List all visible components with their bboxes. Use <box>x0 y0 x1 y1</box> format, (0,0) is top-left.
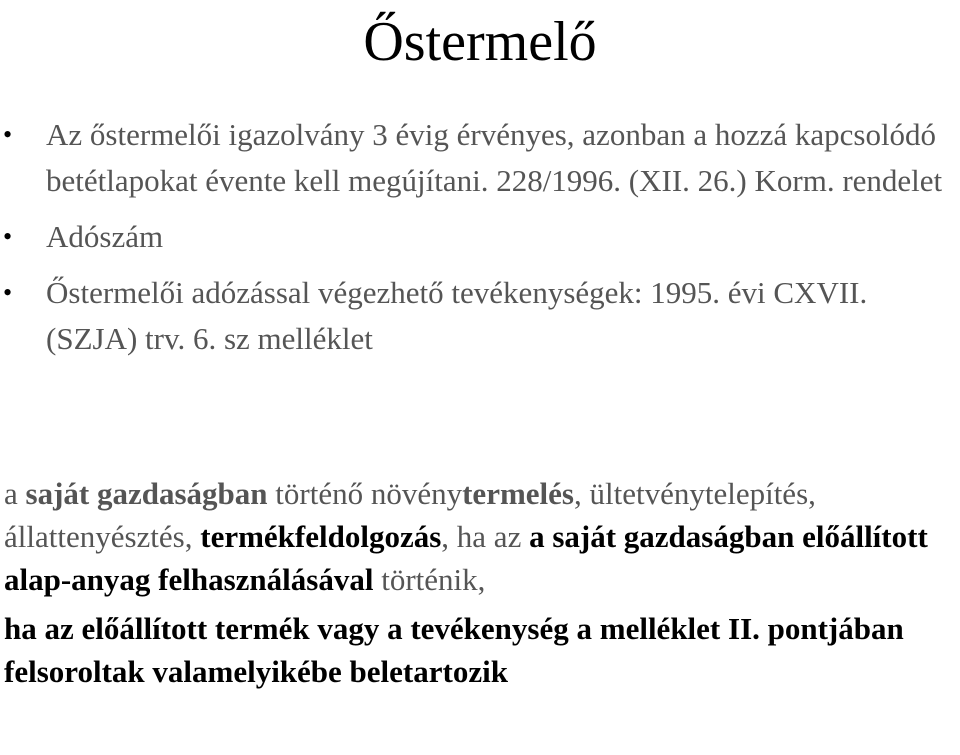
bullet-item-certificate <box>0 112 960 204</box>
text-run: történő növény <box>267 476 463 511</box>
text-run: , ha az <box>441 519 530 554</box>
bullet-item-activities <box>0 270 960 362</box>
text-run: történik, <box>373 562 486 597</box>
activity-definition-paragraph <box>0 472 960 601</box>
text-run-bold: a saját gazdaságban előállított alap-anyag felhasználásával <box>4 519 928 597</box>
text-run-bold: saját gazdaságban <box>25 476 268 511</box>
bullet-text: Őstermelői adózással végezhető tevékenységek: 1995. évi CXVII. (SZJA) trv. 6. sz melléklet <box>46 275 868 356</box>
text-run: , ültetvénytelepítés, állattenyésztés, <box>4 476 816 554</box>
bullet-text: Adószám <box>46 219 164 254</box>
bullet-text: Az őstermelői igazolvány 3 évig érvényes, azonban a hozzá kapcsolódó betétlapokat évente kell megújítani. 228/1996. (XII. 26.) Korm. rendelet <box>46 117 943 198</box>
text-run-bold: termékfeldolgozás <box>200 519 442 554</box>
text-run: a <box>4 476 26 511</box>
bullet-item-tax-number <box>0 214 960 260</box>
condition-paragraph: ha az előállított termék vagy a tevékenység a melléklet II. pontjában felsoroltak valamelyikébe beletartozik <box>4 611 904 689</box>
bullet-list <box>0 112 960 362</box>
bullet-dot-icon: • <box>3 278 13 307</box>
bullet-dot-icon: • <box>3 120 13 149</box>
text-run-bold: termelés <box>462 476 574 511</box>
slide-title: Őstermelő <box>363 11 597 73</box>
body-block <box>0 472 960 693</box>
bullet-dot-icon: • <box>3 222 13 251</box>
